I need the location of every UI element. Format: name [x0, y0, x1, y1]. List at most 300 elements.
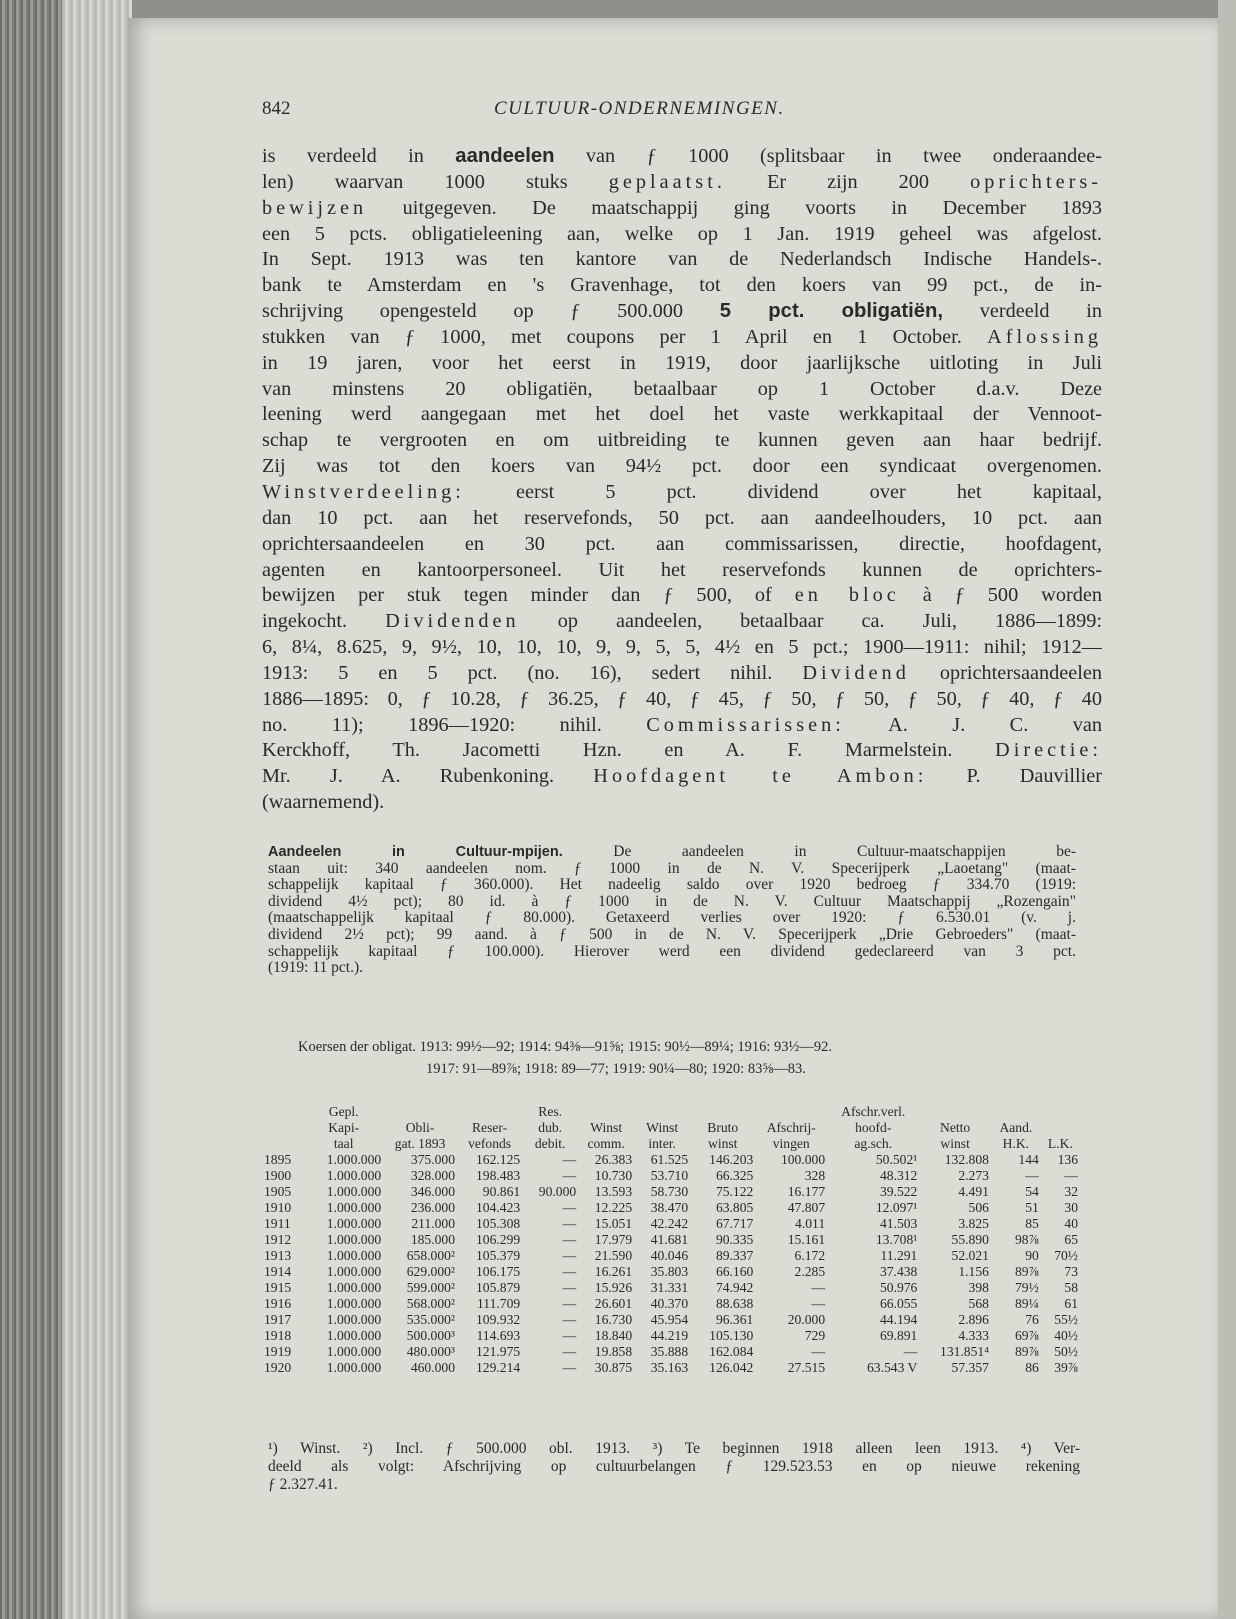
body-line: [262, 428, 1102, 454]
table-cell: 30.875: [594, 1360, 633, 1375]
table-cell: 66.055: [879, 1296, 918, 1311]
table-cell: 136: [1057, 1152, 1078, 1167]
table-cell: 6.172: [794, 1248, 826, 1263]
small-line: [268, 944, 1076, 961]
table-cell: 1.000.000: [326, 1232, 382, 1247]
table-cell: 375.000: [410, 1152, 455, 1167]
small-line: [268, 927, 1076, 944]
column-header: Reser-: [471, 1120, 508, 1135]
table-cell: 346.000: [410, 1184, 455, 1199]
column-header: Aand.: [999, 1120, 1033, 1135]
body-line: [262, 351, 1102, 377]
table-cell: 1.000.000: [326, 1344, 382, 1359]
table-cell: 129.214: [476, 1360, 521, 1375]
small-paragraph: [268, 844, 1076, 977]
year-cell: 1910: [264, 1200, 292, 1215]
body-line: [262, 506, 1102, 532]
table-cell: 27.515: [787, 1360, 826, 1375]
column-header: [991, 1104, 1041, 1120]
table-cell: 63.543 V: [866, 1360, 918, 1375]
table-row: [262, 1152, 1080, 1168]
table-cell: 89¼: [1014, 1296, 1039, 1311]
column-header: gat. 1893: [394, 1136, 446, 1151]
bold-term: Aandeelen in Cultuur-mpijen.: [268, 844, 563, 860]
column-header: [690, 1104, 755, 1120]
column-header: ag.sch.: [854, 1136, 893, 1151]
table-cell: 51: [1025, 1200, 1039, 1215]
body-line: [262, 325, 1102, 351]
body-line: [262, 377, 1102, 403]
year-cell: 1913: [264, 1248, 292, 1263]
table-cell: 146.203: [709, 1152, 754, 1167]
text-run: A. J. C. van: [844, 713, 1102, 736]
year-cell: 1915: [264, 1280, 292, 1295]
column-header: Winst: [646, 1120, 679, 1135]
bond-prices: [298, 1036, 1078, 1080]
table-row: [262, 1216, 1080, 1232]
table-cell: 75.122: [715, 1184, 754, 1199]
table-cell: 50.976: [879, 1280, 918, 1295]
text-run: 1886—1895: 0, ƒ 10.28, ƒ 36.25, ƒ 40, ƒ 45, ƒ 50, ƒ 50, ƒ 50, ƒ 40, ƒ 40: [262, 687, 1102, 710]
table-cell: 67.717: [715, 1216, 754, 1231]
column-header: winst: [940, 1136, 970, 1151]
column-header: winst: [708, 1136, 738, 1151]
body-line: [262, 532, 1102, 558]
text-run: len) waarvan 1000 stuks: [262, 170, 609, 193]
table-cell: 58: [1064, 1280, 1078, 1295]
column-header: inter.: [648, 1136, 676, 1151]
page-number: 842: [262, 98, 291, 119]
table-cell: 1.000.000: [326, 1216, 382, 1231]
table-cell: 16.730: [594, 1312, 633, 1327]
table-cell: 1.000.000: [326, 1264, 382, 1279]
table-cell: —: [562, 1328, 577, 1343]
table-cell: 45.954: [650, 1312, 689, 1327]
text-run: is verdeeld in: [262, 145, 456, 167]
table-cell: 39⅞: [1054, 1360, 1078, 1375]
bond-prices-line-2: 1917: 91—89⅞; 1918: 89—77; 1919: 90¼—80; 1920: 83⅝—83.: [426, 1061, 806, 1077]
text-run: (1919: 11 pct.).: [268, 960, 363, 977]
table-cell: 66.325: [715, 1168, 754, 1183]
table-cell: 104.423: [476, 1200, 521, 1215]
table-cell: 90.861: [482, 1184, 521, 1199]
body-line: [262, 764, 1102, 790]
text-run: agenten en kantoorpersoneel. Uit het reservefonds kunnen de oprichters-: [262, 558, 1102, 581]
column-header: Obli-: [405, 1120, 435, 1135]
table-cell: —: [562, 1312, 577, 1327]
table-cell: 114.693: [476, 1328, 521, 1343]
text-run: schappelijk kapitaal ƒ 100.000). Hierover werd een dividend gedeclareerd van 3 pct.: [268, 943, 1076, 960]
table-row: [262, 1232, 1080, 1248]
column-header: comm.: [587, 1136, 625, 1151]
table-cell: 506: [968, 1200, 989, 1215]
column-header: Res.: [538, 1104, 563, 1119]
table-cell: 55.890: [951, 1232, 989, 1247]
text-run: uitgegeven. De maatschappij ging voorts in December 1893: [367, 196, 1102, 219]
table-row: [262, 1296, 1080, 1312]
body-line: [262, 738, 1102, 764]
spaced-term: geplaatst.: [608, 170, 726, 193]
year-cell: 1917: [264, 1312, 292, 1327]
column-header: [755, 1104, 827, 1120]
table-cell: 15.051: [594, 1216, 633, 1231]
table-cell: 480.000³: [406, 1344, 455, 1359]
table-cell: —: [562, 1200, 577, 1215]
financial-table: [262, 1104, 1080, 1376]
column-header: Netto: [940, 1120, 971, 1135]
financial-table-body: [262, 1152, 1080, 1376]
table-cell: 198.483: [476, 1168, 521, 1183]
spaced-term: Aflossing: [987, 325, 1102, 348]
table-cell: 1.000.000: [326, 1328, 382, 1343]
table-cell: 15.926: [594, 1280, 633, 1295]
table-cell: 599.000²: [406, 1280, 455, 1295]
table-cell: 88.638: [715, 1296, 754, 1311]
book-page-edges: [0, 0, 62, 1619]
table-cell: 37.438: [879, 1264, 918, 1279]
column-header: Kapi-: [328, 1120, 360, 1135]
table-cell: 109.932: [476, 1312, 521, 1327]
running-title: CULTUUR-ONDERNEMINGEN.: [494, 98, 785, 119]
table-cell: 500.000³: [406, 1328, 455, 1343]
table-cell: 18.840: [594, 1328, 633, 1343]
header-row: [262, 1104, 1080, 1120]
table-cell: 16.177: [787, 1184, 826, 1199]
table-cell: —: [562, 1232, 577, 1247]
column-header: Gepl.: [328, 1104, 359, 1119]
small-line: [268, 877, 1076, 894]
table-cell: 13.593: [594, 1184, 633, 1199]
table-cell: 12.097¹: [875, 1200, 918, 1215]
table-cell: 52.021: [951, 1248, 989, 1263]
text-run: bank te Amsterdam en 's Gravenhage, tot den koers van 99 pct., de in-: [262, 274, 1102, 297]
table-cell: 39.522: [879, 1184, 918, 1199]
body-line: [262, 558, 1102, 584]
text-run: ingekocht.: [262, 610, 386, 633]
table-cell: 2.273: [958, 1168, 989, 1183]
table-cell: 98⅞: [1014, 1232, 1039, 1247]
body-line: [262, 222, 1102, 248]
text-run: stukken van ƒ 1000, met coupons per 1 April en 1 October.: [262, 325, 988, 348]
column-header: Winst: [590, 1120, 623, 1135]
table-cell: 47.807: [787, 1200, 826, 1215]
column-header: Afschrij-: [766, 1120, 816, 1135]
body-line: [262, 661, 1102, 687]
table-cell: 35.888: [650, 1344, 689, 1359]
table-row: [262, 1184, 1080, 1200]
table-cell: 40.046: [650, 1248, 689, 1263]
column-header: debit.: [534, 1136, 566, 1151]
table-cell: 658.000²: [406, 1248, 455, 1263]
body-line: [262, 687, 1102, 713]
table-cell: 2.896: [958, 1312, 989, 1327]
small-line: [268, 861, 1076, 878]
year-cell: 1920: [264, 1360, 292, 1375]
year-cell: 1916: [264, 1296, 292, 1311]
column-header: hoofd-: [855, 1120, 892, 1135]
table-cell: 41.503: [879, 1216, 918, 1231]
table-cell: 1.000.000: [326, 1296, 382, 1311]
text-run: leening werd aangegaan met het doel het vaste werkkapitaal der Vennoot-: [262, 403, 1102, 426]
financial-table-header: [262, 1104, 1080, 1152]
table-cell: 40½: [1054, 1328, 1078, 1343]
table-cell: 568: [968, 1296, 989, 1311]
text-run: van ƒ 1000 (splitsbaar in twee onderaandee-: [554, 145, 1102, 167]
small-line: [268, 894, 1076, 911]
table-cell: 32: [1064, 1184, 1078, 1199]
body-text: [262, 144, 1102, 816]
table-cell: 185.000: [410, 1232, 455, 1247]
table-cell: 1.000.000: [326, 1168, 382, 1183]
table-cell: 89⅞: [1014, 1264, 1039, 1279]
text-run: à ƒ 500 worden: [899, 584, 1102, 607]
column-header: H.K.: [1002, 1136, 1030, 1151]
column-header: Bruto: [707, 1120, 739, 1135]
text-run: De aandeelen in Cultuur-maatschappijen be-: [562, 844, 1076, 860]
table-cell: 629.000²: [406, 1264, 455, 1279]
text-run: (waarnemend).: [262, 791, 385, 814]
table-cell: 132.808: [944, 1152, 989, 1167]
text-run: in 19 jaren, voor het eerst in 1919, door jaarlijksche uitloting in Juli: [262, 351, 1102, 374]
table-cell: —: [562, 1216, 577, 1231]
spaced-term: oprichters-: [970, 170, 1102, 193]
body-line: [262, 790, 1102, 816]
table-cell: 40: [1064, 1216, 1078, 1231]
table-cell: 1.000.000: [326, 1152, 382, 1167]
small-line: [268, 960, 1076, 977]
spaced-term: Dividend: [802, 661, 910, 684]
text-run: schrijving opengesteld op ƒ 500.000: [262, 300, 720, 323]
table-cell: 1.156: [958, 1264, 989, 1279]
year-cell: 1918: [264, 1328, 292, 1343]
table-cell: 1.000.000: [326, 1248, 382, 1263]
table-cell: 66.160: [715, 1264, 754, 1279]
table-cell: 54: [1025, 1184, 1039, 1199]
table-cell: 86: [1025, 1360, 1039, 1375]
body-line: [262, 713, 1102, 739]
table-cell: 19.858: [594, 1344, 633, 1359]
table-cell: 211.000: [411, 1216, 455, 1231]
text-run: In Sept. 1913 was ten kantore van de Nederlandsch Indische Handels-.: [262, 248, 1102, 271]
table-cell: 15.161: [787, 1232, 826, 1247]
table-cell: 105.879: [476, 1280, 521, 1295]
table-row: [262, 1360, 1080, 1376]
table-cell: 89⅞: [1014, 1344, 1039, 1359]
text-run: schap te vergrooten en om uitbreiding te kunnen geven aan haar bedrijf.: [262, 429, 1102, 452]
table-cell: 328.000: [410, 1168, 455, 1183]
spaced-term: Directie:: [995, 739, 1102, 762]
right-margin: [1218, 0, 1236, 1619]
table-cell: 1.000.000: [326, 1184, 382, 1199]
table-cell: 40.370: [650, 1296, 689, 1311]
footnote-line: deeld als volgt: Afschrijving op cultuurbelangen ƒ 129.523.53 en op nieuwe rekening: [268, 1458, 1080, 1475]
year-cell: 1919: [264, 1344, 292, 1359]
header-row: [262, 1136, 1080, 1152]
body-line: [262, 273, 1102, 299]
table-cell: 12.225: [594, 1200, 633, 1215]
body-line: [262, 402, 1102, 428]
table-cell: 89.337: [715, 1248, 754, 1263]
text-run: dividend 4½ pct); 80 id. à ƒ 1000 in de N. V. Cultuur Maatschappij „Rozengain": [268, 893, 1076, 910]
table-cell: 70½: [1054, 1248, 1078, 1263]
text-run: dan 10 pct. aan het reservefonds, 50 pct. aan aandeelhouders, 10 pct. aan: [262, 506, 1102, 529]
column-header: [262, 1120, 304, 1136]
table-row: [262, 1264, 1080, 1280]
year-cell: 1912: [264, 1232, 292, 1247]
table-cell: 44.219: [650, 1328, 689, 1343]
table-cell: 126.042: [709, 1360, 754, 1375]
text-run: Er zijn 200: [725, 170, 971, 193]
table-cell: —: [903, 1344, 918, 1359]
table-cell: 4.333: [958, 1328, 989, 1343]
table-cell: 4.491: [958, 1184, 989, 1199]
body-line: [262, 635, 1102, 661]
table-row: [262, 1248, 1080, 1264]
table-cell: 65: [1064, 1232, 1078, 1247]
text-run: Zij was tot den koers van 94½ pct. door een syndicaat overgenomen.: [262, 455, 1102, 478]
body-line: [262, 583, 1102, 609]
table-cell: 30: [1064, 1200, 1078, 1215]
year-cell: 1911: [264, 1216, 291, 1231]
table-cell: 106.299: [476, 1232, 521, 1247]
text-run: oprichtersaandeelen: [909, 661, 1102, 684]
table-cell: 38.470: [650, 1200, 689, 1215]
table-cell: —: [562, 1168, 577, 1183]
column-header: Afschr.verl.: [841, 1104, 906, 1119]
column-header: [383, 1104, 457, 1120]
footnote-line: ¹) Winst. ²) Incl. ƒ 500.000 obl. 1913. ³) Te beginnen 1918 alleen leen 1913. ⁴) Ver-: [268, 1440, 1080, 1457]
table-cell: 55½: [1054, 1312, 1078, 1327]
table-cell: 729: [804, 1328, 826, 1343]
table-cell: 568.000²: [406, 1296, 455, 1311]
table-cell: 90.000: [538, 1184, 577, 1199]
table-cell: 236.000: [410, 1200, 455, 1215]
table-cell: 41.681: [650, 1232, 689, 1247]
table-cell: 35.803: [650, 1264, 689, 1279]
table-cell: 131.851⁴: [940, 1344, 989, 1359]
table-cell: —: [811, 1296, 826, 1311]
table-cell: 50.502¹: [875, 1152, 918, 1167]
table-cell: 17.979: [594, 1232, 633, 1247]
table-cell: 20.000: [787, 1312, 826, 1327]
table-cell: 111.709: [477, 1296, 521, 1311]
table-cell: 162.084: [709, 1344, 754, 1359]
small-line: [268, 844, 1076, 861]
table-cell: 144: [1018, 1152, 1039, 1167]
text-run: op aandeelen, betaalbaar ca. Juli, 1886—1899:: [519, 610, 1102, 633]
header-row: [262, 1120, 1080, 1136]
spaced-term: Winstverdeeling:: [262, 480, 465, 503]
table-cell: 35.163: [650, 1360, 689, 1375]
bold-term: aandeelen: [455, 145, 555, 167]
text-run: dividend 2½ pct); 99 aand. à ƒ 500 in de N. V. Specerijperk „Drie Gebroeders" (maat-: [268, 926, 1076, 943]
table-cell: —: [562, 1264, 577, 1279]
column-header: [1041, 1120, 1080, 1136]
column-header: [919, 1104, 991, 1120]
column-header: taal: [333, 1136, 354, 1151]
table-cell: 69⅞: [1014, 1328, 1039, 1343]
text-run: van minstens 20 obligatiën, betaalbaar op 1 October d.a.v. Deze: [262, 377, 1102, 400]
table-cell: 13.708¹: [875, 1232, 918, 1247]
text-run: 6, 8¼, 8.625, 9, 9½, 10, 10, 10, 9, 9, 5, 5, 4½ en 5 pct.; 1900—1911: nihil; 1912—: [262, 636, 1102, 659]
table-cell: 53.710: [650, 1168, 689, 1183]
table-row: [262, 1344, 1080, 1360]
table-cell: 1.000.000: [326, 1200, 382, 1215]
table-cell: —: [1064, 1168, 1078, 1183]
text-run: (maatschappelijk kapitaal ƒ 80.000). Getaxeerd verlies over 1920: ƒ 6.530.01 (v. j.: [268, 910, 1076, 927]
footnotes: [268, 1440, 1080, 1494]
table-cell: 105.379: [476, 1248, 521, 1263]
column-header: dub.: [538, 1120, 563, 1135]
table-cell: 26.383: [594, 1152, 633, 1167]
table-row: [262, 1328, 1080, 1344]
table-cell: —: [562, 1360, 577, 1375]
table-cell: 121.975: [476, 1344, 521, 1359]
small-line: [268, 910, 1076, 927]
table-cell: —: [562, 1280, 577, 1295]
column-header: [634, 1104, 690, 1120]
table-cell: 100.000: [780, 1152, 826, 1167]
spaced-term: Commissarissen:: [646, 713, 845, 736]
table-cell: 328: [804, 1168, 826, 1183]
table-cell: 69.891: [879, 1328, 918, 1343]
table-cell: 96.361: [715, 1312, 754, 1327]
bond-prices-line-1: Koersen der obligat. 1913: 99½—92; 1914: 94⅜—91⅝; 1915: 90½—89¼; 1916: 93½—92.: [298, 1039, 833, 1055]
text-run: no. 11); 1896—1920: nihil.: [262, 713, 647, 736]
table-cell: 42.242: [650, 1216, 689, 1231]
column-header: [457, 1104, 522, 1120]
table-row: [262, 1168, 1080, 1184]
running-header: [262, 98, 1042, 124]
table-cell: 79½: [1014, 1280, 1039, 1295]
table-cell: 162.125: [476, 1152, 521, 1167]
table-cell: 1.000.000: [326, 1360, 382, 1375]
text-run: Kerckhoff, Th. Jacometti Hzn. en A. F. Marmelstein.: [262, 739, 996, 762]
text-run: eerst 5 pct. dividend over het kapitaal,: [464, 480, 1102, 503]
table-cell: 61: [1064, 1296, 1078, 1311]
table-cell: 61.525: [650, 1152, 689, 1167]
table-cell: 31.331: [650, 1280, 689, 1295]
table-cell: —: [562, 1296, 577, 1311]
bold-term: 5 pct. obligatiën,: [719, 300, 944, 323]
table-row: [262, 1200, 1080, 1216]
table-cell: 73: [1064, 1264, 1078, 1279]
body-line: [262, 299, 1102, 325]
text-run: oprichtersaandeelen en 30 pct. aan commissarissen, directie, hoofdagent,: [262, 532, 1102, 555]
table-cell: 460.000: [410, 1360, 455, 1375]
table-cell: 57.357: [951, 1360, 989, 1375]
table-cell: —: [811, 1344, 826, 1359]
table-cell: —: [562, 1152, 577, 1167]
body-line: [262, 609, 1102, 635]
column-header: [1041, 1104, 1080, 1120]
table-cell: 1.000.000: [326, 1312, 382, 1327]
column-header: [578, 1104, 634, 1120]
year-cell: 1895: [264, 1152, 292, 1167]
table-cell: 1.000.000: [326, 1280, 382, 1295]
table-cell: —: [562, 1248, 577, 1263]
text-run: bewijzen per stuk tegen minder dan ƒ 500, of: [262, 584, 795, 607]
table-cell: 74.942: [715, 1280, 754, 1295]
column-header: vefonds: [468, 1136, 512, 1151]
spaced-term: en bloc: [794, 584, 900, 607]
text-run: staan uit: 340 aandeelen nom. ƒ 1000 in de N. V. Specerijperk „Laoetang" (maat-: [268, 860, 1076, 877]
table-cell: 106.175: [476, 1264, 521, 1279]
table-row: [262, 1280, 1080, 1296]
table-cell: 16.261: [594, 1264, 633, 1279]
table-row: [262, 1312, 1080, 1328]
table-cell: 58.730: [650, 1184, 689, 1199]
